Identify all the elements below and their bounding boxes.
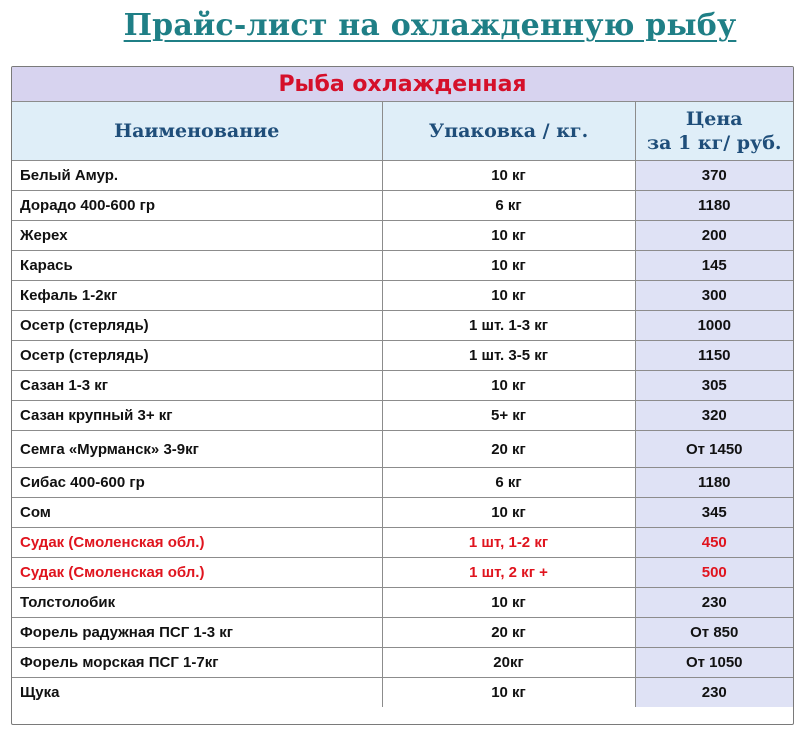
table-row: [12, 341, 793, 371]
row-price: 370: [635, 161, 793, 191]
row-name: Кефаль 1-2кг: [12, 281, 382, 311]
table-row: [12, 618, 793, 648]
row-name: Семга «Мурманск» 3-9кг: [12, 431, 382, 468]
row-pack: 20 кг: [382, 431, 635, 468]
table-row: [12, 588, 793, 618]
table-row: [12, 371, 793, 401]
row-pack: 6 кг: [382, 191, 635, 221]
table-row: [12, 431, 793, 468]
row-price: 1180: [635, 468, 793, 498]
row-price: 305: [635, 371, 793, 401]
table-row: [12, 161, 793, 191]
row-price: 450: [635, 528, 793, 558]
row-pack: 10 кг: [382, 678, 635, 708]
row-pack: 1 шт, 1-2 кг: [382, 528, 635, 558]
row-price: От 850: [635, 618, 793, 648]
table-row: [12, 558, 793, 588]
table-row: [12, 251, 793, 281]
row-name: Белый Амур.: [12, 161, 382, 191]
row-name: Сибас 400-600 гр: [12, 468, 382, 498]
row-pack: 10 кг: [382, 498, 635, 528]
row-name: Щука: [12, 678, 382, 708]
row-price: 145: [635, 251, 793, 281]
table-row: [12, 498, 793, 528]
row-name: Сазан 1-3 кг: [12, 371, 382, 401]
row-price: 200: [635, 221, 793, 251]
row-pack: 1 шт. 1-3 кг: [382, 311, 635, 341]
table-row: [12, 648, 793, 678]
price-table-container: [11, 66, 794, 725]
row-price: 230: [635, 588, 793, 618]
row-pack: 1 шт, 2 кг +: [382, 558, 635, 588]
row-name: Осетр (стерлядь): [12, 341, 382, 371]
table-row: [12, 191, 793, 221]
row-price: От 1050: [635, 648, 793, 678]
header-price-line2: за 1 кг/ руб.: [646, 132, 782, 154]
row-pack: 10 кг: [382, 161, 635, 191]
price-table: [12, 67, 793, 707]
row-pack: 20кг: [382, 648, 635, 678]
row-price: 345: [635, 498, 793, 528]
table-row: [12, 528, 793, 558]
page-title: Прайс-лист на охлажденную рыбу: [123, 8, 737, 43]
row-price: 1180: [635, 191, 793, 221]
row-name: Сазан крупный 3+ кг: [12, 401, 382, 431]
header-row: [12, 102, 793, 161]
row-price: От 1450: [635, 431, 793, 468]
row-price: 500: [635, 558, 793, 588]
row-pack: 1 шт. 3-5 кг: [382, 341, 635, 371]
row-price: 300: [635, 281, 793, 311]
row-pack: 10 кг: [382, 371, 635, 401]
header-price: [635, 102, 793, 161]
row-price: 230: [635, 678, 793, 708]
row-price: 320: [635, 401, 793, 431]
row-pack: 5+ кг: [382, 401, 635, 431]
row-name: Судак (Смоленская обл.): [12, 528, 382, 558]
row-pack: 10 кг: [382, 588, 635, 618]
table-row: [12, 221, 793, 251]
row-name: Карась: [12, 251, 382, 281]
row-name: Форель морская ПСГ 1-7кг: [12, 648, 382, 678]
category-row: [12, 67, 793, 102]
row-name: Толстолобик: [12, 588, 382, 618]
table-row: [12, 678, 793, 708]
table-row: [12, 401, 793, 431]
row-pack: 6 кг: [382, 468, 635, 498]
row-pack: 10 кг: [382, 251, 635, 281]
row-pack: 20 кг: [382, 618, 635, 648]
category-title: Рыба охлажденная: [12, 67, 793, 102]
row-pack: 10 кг: [382, 221, 635, 251]
row-name: Осетр (стерлядь): [12, 311, 382, 341]
table-row: [12, 311, 793, 341]
table-row: [12, 281, 793, 311]
header-price-line1: Цена: [685, 108, 743, 130]
row-name: Дорадо 400-600 гр: [12, 191, 382, 221]
header-pack: Упаковка / кг.: [382, 102, 635, 161]
row-price: 1000: [635, 311, 793, 341]
row-price: 1150: [635, 341, 793, 371]
row-name: Судак (Смоленская обл.): [12, 558, 382, 588]
table-row: [12, 468, 793, 498]
row-name: Сом: [12, 498, 382, 528]
row-name: Форель радужная ПСГ 1-3 кг: [12, 618, 382, 648]
row-name: Жерех: [12, 221, 382, 251]
header-name: Наименование: [12, 102, 382, 161]
row-pack: 10 кг: [382, 281, 635, 311]
